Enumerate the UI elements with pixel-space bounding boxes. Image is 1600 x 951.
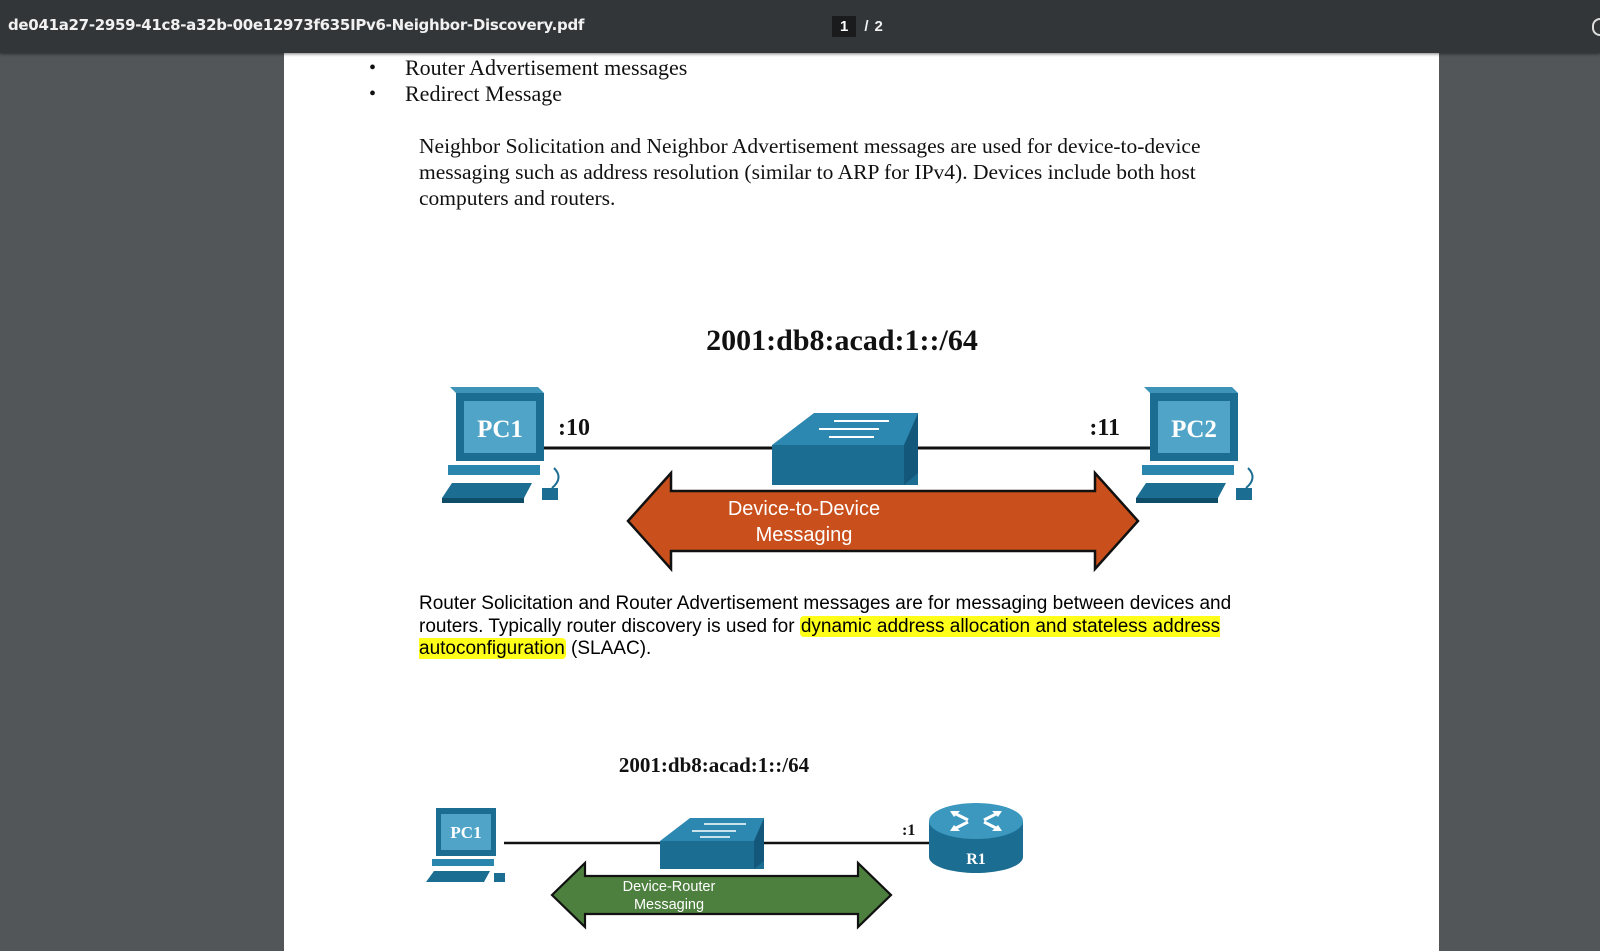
- router-label: R1: [966, 851, 986, 868]
- arrow2-text-line2: Messaging: [633, 897, 705, 913]
- diagram2-network-title: 2001:db8:acad:1::/64: [618, 753, 810, 777]
- page-indicator: [832, 14, 883, 38]
- diagram1-network-title: 2001:db8:acad:1::/64: [706, 324, 978, 357]
- pc2-label: PC2: [1171, 416, 1217, 443]
- current-page-input[interactable]: 1: [832, 16, 856, 37]
- rotate-icon[interactable]: [1592, 18, 1600, 36]
- paragraph-router: [419, 593, 1279, 661]
- highlighted-text: dynamic address allocation and stateless address autoconfiguration: [419, 615, 1221, 659]
- pc2-icon: [1136, 387, 1253, 503]
- pc1-address: :10: [558, 415, 590, 441]
- diagram2-pc1-label: PC1: [450, 823, 482, 842]
- pc1-icon: [442, 387, 559, 503]
- device-to-device-arrow: [628, 473, 1138, 569]
- paragraph-neighbor: Neighbor Solicitation and Neighbor Advertisement messages are used for device-to-device messaging such as address resolution (similar to ARP for IPv4). Devices include both host computers and routers.: [419, 134, 1201, 210]
- pc2-address: :11: [1089, 415, 1120, 441]
- pdf-page: [284, 53, 1439, 951]
- arrow2-text-line1: Device-Router: [622, 879, 716, 895]
- file-name: de041a27-2959-41c8-a32b-00e12973f635IPv6-Neighbor-Discovery.pdf: [8, 16, 585, 34]
- total-pages: 2: [874, 17, 883, 35]
- page-separator: /: [864, 17, 869, 35]
- arrow1-text-line1: Device-to-Device: [727, 498, 881, 520]
- router-address: :1: [902, 822, 916, 839]
- pc1-label: PC1: [477, 416, 523, 443]
- switch-icon: [660, 818, 764, 869]
- switch-icon: [772, 413, 918, 485]
- pdf-toolbar: [0, 0, 1600, 53]
- device-router-arrow: [552, 863, 891, 927]
- pc1-icon: [426, 808, 505, 882]
- bullet-item: • Redirect Message: [369, 81, 687, 107]
- diagram-device-router: [424, 743, 1044, 943]
- paragraph-router-text: Router Solicitation and Router Advertisement messages are for messaging between devices and routers. Typically router discovery is used for: [419, 593, 1232, 637]
- arrow1-text-line2: Messaging: [755, 524, 853, 546]
- bullet-item: • Router Advertisement messages: [369, 55, 687, 81]
- paragraph-router-text-end: (SLAAC).: [565, 638, 652, 659]
- diagram-device-to-device: [434, 313, 1274, 583]
- bullet-list: [369, 55, 687, 107]
- router-icon: [929, 803, 1023, 873]
